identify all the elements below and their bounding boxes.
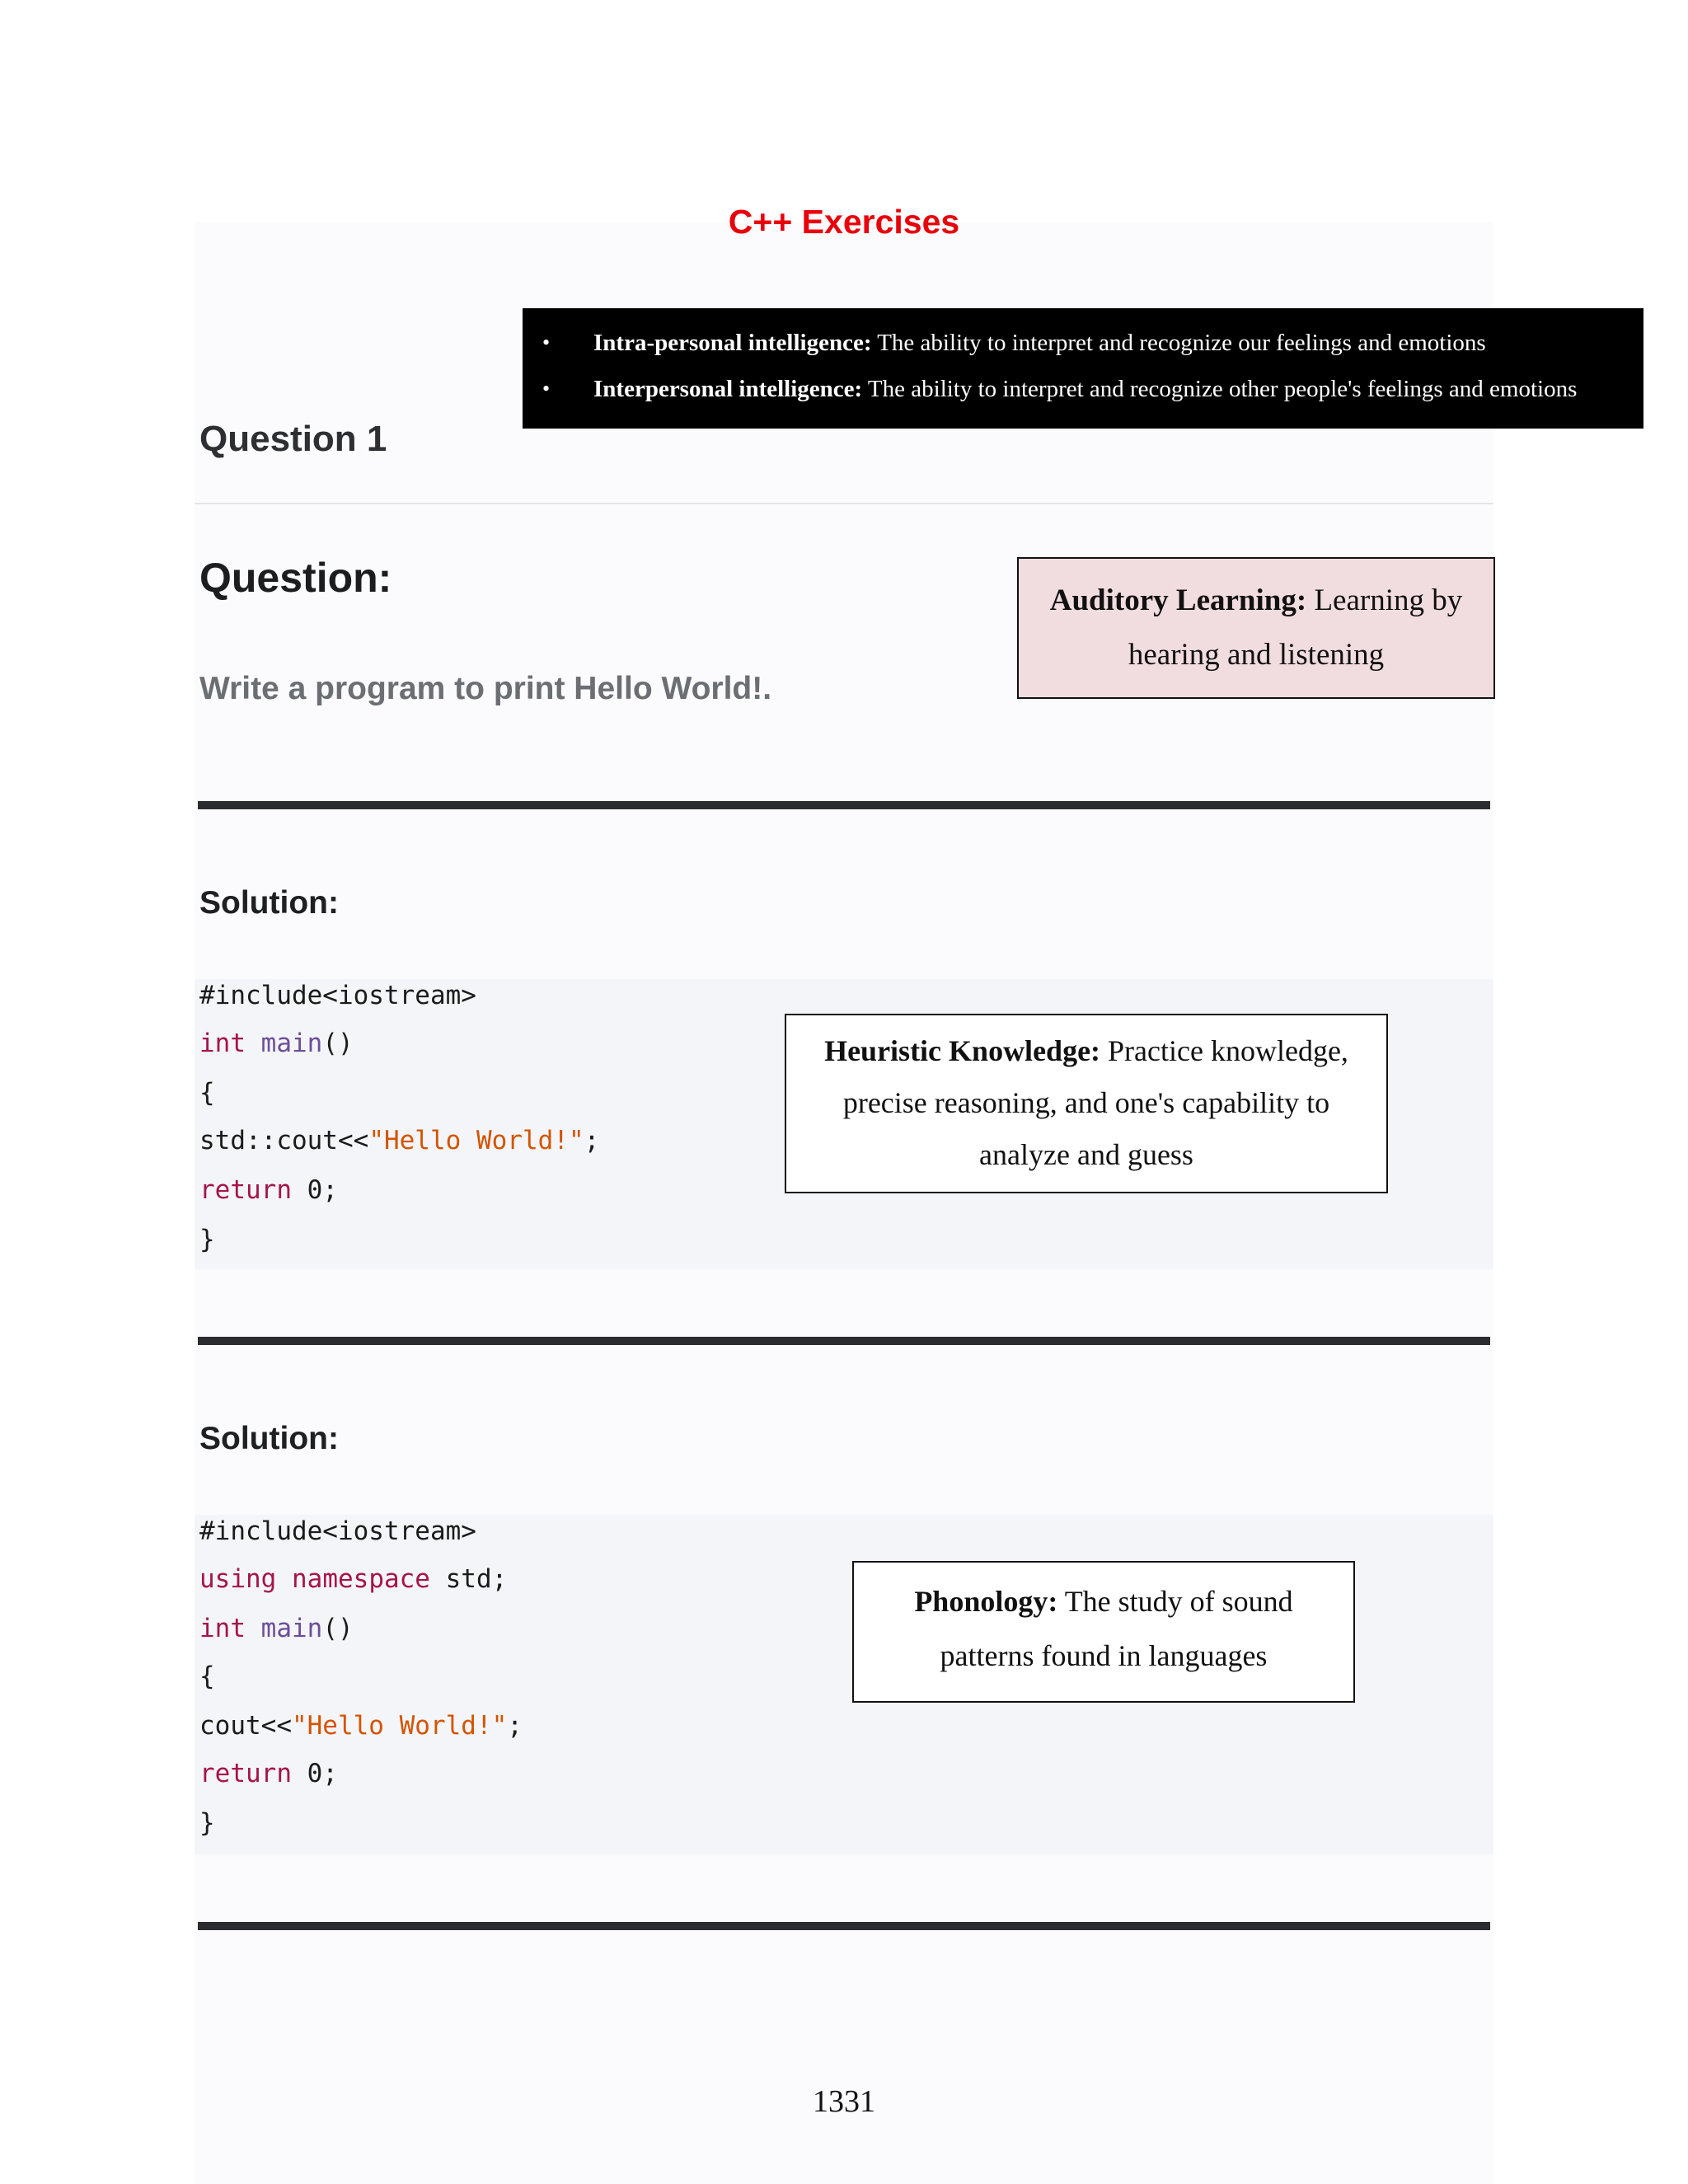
- keyword: int: [199, 1029, 246, 1058]
- code-text: std::cout<<: [199, 1126, 369, 1155]
- code-text: (): [322, 1614, 354, 1643]
- bullet-icon: •: [542, 330, 551, 354]
- string-literal: "Hello World!": [368, 1126, 584, 1155]
- callout-text: The study of sound: [1057, 1585, 1293, 1618]
- section-divider: [198, 1922, 1490, 1930]
- list-item: [523, 366, 1643, 412]
- code-line: [199, 1027, 354, 1060]
- code-text: 0;: [291, 1175, 338, 1205]
- callout-text: hearing and listening: [1128, 638, 1385, 672]
- keyword: return: [199, 1759, 292, 1788]
- document-title: C++ Exercises: [728, 203, 960, 241]
- solution-heading: Solution:: [199, 885, 339, 921]
- function-name: main: [260, 1614, 323, 1643]
- code-line: #include<iostream>: [199, 1516, 476, 1546]
- function-name: main: [260, 1029, 323, 1058]
- bullet-icon: •: [542, 377, 551, 401]
- code-line: [199, 1757, 338, 1790]
- code-line: #include<iostream>: [199, 981, 476, 1010]
- code-line: {: [199, 1661, 215, 1691]
- definition: The ability to interpret and recognize other people's feelings and emotions: [862, 376, 1578, 402]
- callout-text: Practice knowledge,: [1100, 1034, 1348, 1067]
- heuristic-knowledge-callout: [785, 1014, 1388, 1193]
- auditory-learning-callout: [1017, 557, 1495, 699]
- callout-text: analyze and guess: [979, 1138, 1193, 1171]
- intelligence-definitions-box: [523, 308, 1643, 429]
- code-line: }: [199, 1808, 215, 1838]
- keyword: namespace: [292, 1564, 430, 1594]
- code-line: }: [199, 1225, 215, 1254]
- code-text: 0;: [291, 1759, 338, 1788]
- keyword: using: [199, 1564, 277, 1594]
- section-divider: [198, 1337, 1490, 1345]
- callout-text: patterns found in languages: [940, 1639, 1268, 1672]
- question-number: Question 1: [199, 419, 387, 459]
- question-text: Write a program to print Hello World!.: [199, 671, 772, 706]
- section-divider: [198, 801, 1490, 809]
- definition: The ability to interpret and recognize our feelings and emotions: [871, 330, 1486, 356]
- callout-text: Learning by: [1306, 583, 1463, 617]
- divider: [195, 503, 1493, 504]
- callout-term: Heuristic Knowledge:: [824, 1034, 1101, 1067]
- string-literal: "Hello World!": [291, 1711, 508, 1741]
- code-text: cout<<: [199, 1711, 292, 1741]
- code-line: {: [199, 1078, 215, 1108]
- term: Intra-personal intelligence:: [593, 330, 872, 356]
- code-line: [199, 1563, 507, 1596]
- code-line: [199, 1612, 354, 1645]
- callout-term: Auditory Learning:: [1049, 583, 1307, 617]
- question-heading: Question:: [199, 555, 392, 601]
- code-line: [199, 1709, 523, 1742]
- phonology-callout: [852, 1561, 1355, 1703]
- code-text: ;: [584, 1126, 600, 1155]
- keyword: int: [199, 1614, 246, 1643]
- callout-text: precise reasoning, and one's capability to: [842, 1086, 1330, 1119]
- code-text: std;: [429, 1564, 508, 1594]
- code-line: [199, 1124, 599, 1157]
- callout-term: Phonology:: [914, 1585, 1058, 1618]
- code-text: (): [322, 1029, 354, 1058]
- code-text: ;: [507, 1711, 523, 1741]
- list-item: [523, 320, 1643, 366]
- page-number: 1331: [813, 2084, 875, 2119]
- term: Interpersonal intelligence:: [593, 376, 863, 402]
- keyword: return: [199, 1175, 292, 1205]
- code-line: [199, 1174, 338, 1207]
- solution-heading: Solution:: [199, 1421, 339, 1456]
